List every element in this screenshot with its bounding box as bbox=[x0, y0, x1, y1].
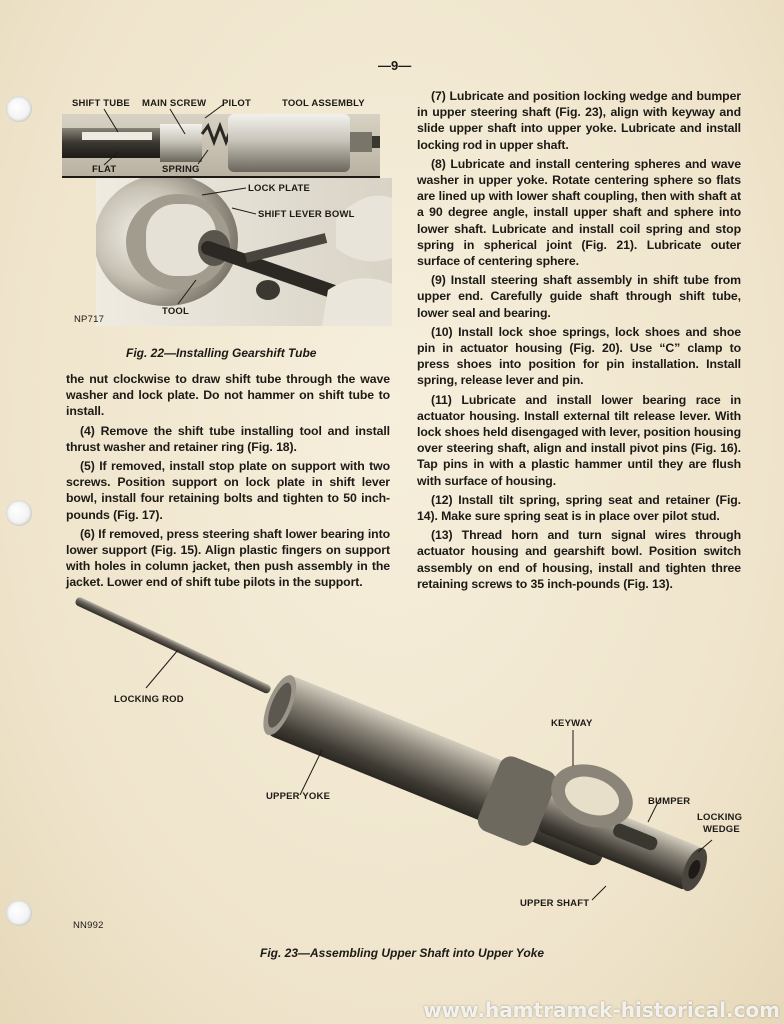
step-5: (5) If removed, install stop plate on support with two screws. Position support on lock plate in shift lever bowl, install four retaining bolts and tighten to 50 inch-pounds (Fig. 17). bbox=[66, 459, 390, 522]
figure-22-caption: Fig. 22—Installing Gearshift Tube bbox=[126, 346, 317, 360]
step-9: (9) Install steering shaft assembly in shift tube from upper end. Carefully guide shaft through shift tube, lower seal and bearing. bbox=[417, 273, 741, 320]
step-6: (6) If removed, press steering shaft lower bearing into lower support (Fig. 15). Align plastic fingers on support with holes in column jacket, then push assembly in the jacket. Lower end of shift tube pilots in the support. bbox=[66, 526, 390, 590]
watermark: www.hamtramck-historical.com bbox=[423, 998, 780, 1022]
left-column-text bbox=[66, 371, 390, 594]
label-locking-wedge-1: LOCKING bbox=[697, 812, 743, 823]
continuation-text: the nut clockwise to draw shift tube through the wave washer and lock plate. bbox=[66, 372, 390, 403]
label-tool: TOOL bbox=[162, 306, 190, 317]
step-7: (7) Lubricate and position locking wedge and bumper in upper steering shaft (Fig. 23), align with keyway and slide upper shaft into upper yoke. Lubricate and install locking rod in upper shaft. bbox=[417, 89, 741, 152]
label-shift-lever-bowl: SHIFT LEVER BOWL bbox=[258, 209, 355, 220]
label-spring: SPRING bbox=[162, 164, 200, 175]
label-locking-rod: LOCKING ROD bbox=[114, 694, 184, 705]
label-lock-plate: LOCK PLATE bbox=[248, 183, 310, 194]
label-pilot: PILOT bbox=[222, 98, 251, 109]
upper-shaft-illustration bbox=[0, 590, 784, 930]
label-locking-wedge-2: WEDGE bbox=[703, 824, 740, 835]
step-4: (4) Remove the shift tube installing tool and install thrust washer and retainer ring (Fig. 18). bbox=[66, 423, 390, 454]
label-keyway: KEYWAY bbox=[551, 718, 593, 729]
binder-hole-middle bbox=[6, 500, 32, 526]
label-bumper: BUMPER bbox=[648, 796, 691, 807]
figure-22-code: NP717 bbox=[74, 314, 105, 325]
step-11: (11) Lubricate and install lower bearing race in actuator housing. Install external tilt release lever. With lock shoes held disengaged with lever, position housing over steering shaft, align and install pivot pins (Fig. 16). Tap pins in with a plastic hammer until they are flush with surface of housing. bbox=[417, 392, 741, 488]
label-shift-tube: SHIFT TUBE bbox=[72, 98, 130, 109]
label-upper-shaft: UPPER SHAFT bbox=[520, 898, 590, 909]
label-upper-yoke: UPPER YOKE bbox=[266, 791, 331, 802]
page-number: —9— bbox=[378, 58, 412, 73]
figure-23-code: NN992 bbox=[73, 920, 104, 931]
step-8: (8) Lubricate and install centering spheres and wave washer in upper yoke. Rotate centering sphere so flats are lined up with lower shaft coupling, then with shaft at a 90 degree angle, install upper shaft and sphere into lower shaft. Lubricate and install coil spring and stop spring in spherical joint (Fig. 21). Lubricate outer surface of centering sphere. bbox=[417, 156, 741, 269]
right-column-text bbox=[417, 88, 741, 595]
step-13: (13) Thread horn and turn signal wires through actuator housing and gearshift bowl. Position switch assembly on end of housing, install and tighten three retaining screws to 35 inch-pounds (Fig. 13). bbox=[417, 528, 741, 591]
label-tool-assembly: TOOL ASSEMBLY bbox=[282, 98, 365, 109]
label-flat: FLAT bbox=[92, 164, 117, 175]
label-main-screw: MAIN SCREW bbox=[142, 98, 207, 109]
figure-23-caption: Fig. 23—Assembling Upper Shaft into Upper Yoke bbox=[260, 946, 545, 960]
step-12: (12) Install tilt spring, spring seat and retainer (Fig. 14). Make sure spring seat is in place over pilot stud. bbox=[417, 492, 741, 524]
step-10: (10) Install lock shoe springs, lock shoes and shoe pin in actuator housing (Fig. 20). Use “C” clamp to press shoes into position for pin installation. Install spring, release lever and pin. bbox=[417, 324, 741, 388]
warning-text: Do not hammer on shift tube to install. bbox=[66, 388, 390, 419]
